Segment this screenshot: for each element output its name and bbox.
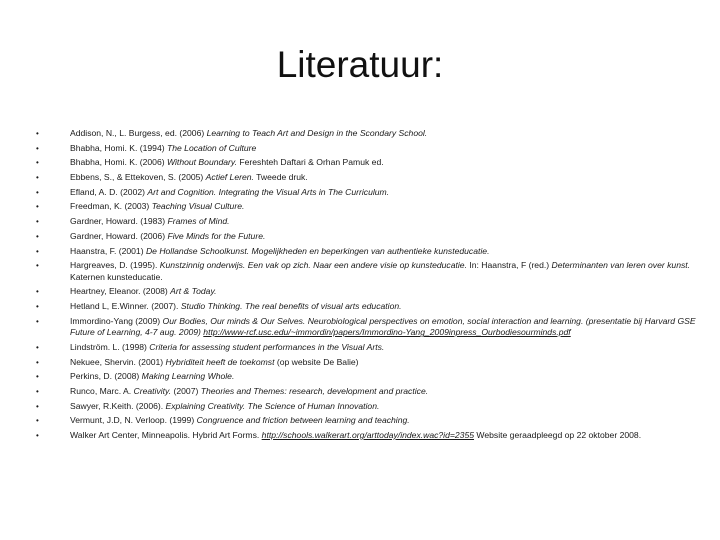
bullet-icon: •	[36, 372, 39, 382]
reference-title: Theories and Themes: research, development and practice.	[200, 386, 429, 396]
reference-title: Kunstzinnig onderwijs. Een vak op zich. Naar een andere visie op kunsteducatie.	[159, 260, 467, 271]
reference-title: Making Learning Whole.	[141, 371, 235, 382]
reference-text: Vermunt, J.D, N. Verloop. (1999)	[70, 415, 197, 426]
reference-title: Hybriditeit heeft de toekomst	[165, 356, 275, 367]
reference-item	[36, 260, 704, 283]
reference-link[interactable]: http://www-rcf.usc.edu/~immordin/papers/Immordino-Yang_2009inpress_Ourbodiesourminds.pdf	[203, 327, 571, 338]
bullet-icon: •	[36, 261, 39, 271]
reference-item	[36, 246, 704, 258]
bullet-icon: •	[36, 158, 39, 168]
reference-text: (op website De Balie)	[274, 356, 359, 367]
reference-title: Five Minds for the Future.	[167, 230, 266, 241]
bullet-icon: •	[36, 401, 39, 411]
bullet-icon: •	[36, 246, 39, 256]
reference-item	[36, 157, 704, 169]
slide-title: Literatuur:	[276, 44, 444, 85]
reference-text: Website geraadpleegd op 22 oktober 2008.	[474, 430, 642, 441]
reference-text: Gardner, Howard. (1983)	[70, 216, 168, 227]
reference-text: Efland, A. D. (2002)	[70, 186, 148, 197]
reference-text: Addison, N., L. Burgess, ed. (2006)	[70, 128, 207, 138]
reference-text: Bhabha, Homi. K. (2006)	[70, 157, 167, 168]
reference-item	[36, 231, 704, 243]
reference-text: Sawyer, R.Keith. (2006).	[70, 400, 166, 411]
reference-text: In: Haanstra, F (red.)	[466, 260, 552, 271]
bullet-icon: •	[36, 287, 39, 297]
bullet-icon: •	[36, 387, 39, 396]
bullet-icon: •	[36, 416, 39, 426]
bullet-icon: •	[36, 431, 39, 441]
bullet-icon: •	[36, 173, 39, 183]
bullet-icon: •	[36, 143, 39, 153]
bullet-icon: •	[36, 217, 39, 227]
reference-text: Walker Art Center, Minneapolis. Hybrid Art Forms.	[70, 430, 262, 441]
reference-title: Frames of Mind.	[167, 216, 230, 227]
reference-list	[36, 128, 704, 445]
reference-title: De Hollandse Schoolkunst. Mogelijkheden en beperkingen van authentieke kunsteducatie.	[145, 245, 490, 256]
reference-title: Our Bodies, Our minds & Our Selves. Neurobiological perspectives on emotion, social interaction and learning.	[162, 315, 584, 326]
reference-title: Studio Thinking. The real benefits of visual arts education.	[180, 301, 402, 312]
bullet-icon: •	[36, 316, 39, 326]
reference-text: Tweede druk.	[253, 172, 308, 183]
reference-title: Art & Today.	[170, 286, 217, 297]
reference-text: (2007)	[171, 386, 201, 396]
reference-item	[36, 357, 704, 369]
reference-title: Learning to Teach Art and Design in the Scondary School.	[206, 128, 428, 138]
reference-item	[36, 128, 704, 140]
bullet-icon: •	[36, 357, 39, 367]
reference-title: Congruence and friction between learning and teaching.	[196, 415, 410, 426]
reference-text: Hetland L, E.Winner. (2007).	[70, 301, 181, 312]
reference-text: Lindström. L. (1998)	[70, 341, 150, 352]
reference-title: Art and Cognition. Integrating the Visual Arts in The Curriculum.	[147, 186, 390, 197]
reference-title: Without Boundary.	[166, 157, 237, 168]
reference-text: Freedman, K. (2003)	[70, 201, 152, 212]
reference-title: The Location of Culture	[166, 142, 257, 153]
reference-item	[36, 286, 704, 298]
reference-item	[36, 371, 704, 383]
reference-text: Gardner, Howard. (2006)	[70, 230, 168, 241]
reference-item	[36, 201, 704, 213]
reference-title: Creativity.	[133, 386, 172, 396]
reference-text: Katernen kunsteducatie.	[70, 271, 163, 282]
reference-title: Determinanten van leren over kunst.	[551, 260, 691, 271]
reference-item	[36, 401, 704, 413]
reference-item	[36, 216, 704, 228]
reference-text: Haanstra, F. (2001)	[70, 245, 146, 256]
reference-text: Bhabha, Homi. K. (1994)	[70, 142, 167, 153]
reference-title: (presentatie bij Harvard GSE Future of Learning, 4-7 aug. 2009)	[70, 315, 696, 338]
reference-item	[36, 415, 704, 427]
bullet-icon: •	[36, 202, 39, 212]
reference-item	[36, 143, 704, 155]
bullet-icon: •	[36, 342, 39, 352]
reference-item	[36, 172, 704, 184]
reference-text: Perkins, D. (2008)	[70, 371, 142, 382]
reference-item	[36, 430, 704, 442]
bullet-icon: •	[36, 231, 39, 241]
reference-item	[36, 301, 704, 313]
reference-text: Heartney, Eleanor. (2008)	[70, 286, 171, 297]
reference-link[interactable]: http://schools.walkerart.org/arttoday/index.wac?id=2355	[261, 430, 475, 441]
reference-item	[36, 342, 704, 354]
reference-item	[36, 386, 704, 398]
reference-text: Fereshteh Daftari & Orhan Pamuk ed.	[236, 157, 384, 168]
reference-text: Ebbens, S., & Ettekoven, S. (2005)	[70, 172, 206, 183]
reference-title: Teaching Visual Culture.	[151, 201, 245, 212]
reference-text: Immordino-Yang (2009)	[70, 315, 163, 326]
bullet-icon: •	[36, 302, 39, 312]
bullet-icon: •	[36, 129, 39, 138]
reference-item	[36, 316, 704, 339]
reference-title: Criteria for assessing student performances in the Visual Arts.	[149, 341, 385, 352]
reference-text: Nekuee, Shervin. (2001)	[70, 356, 166, 367]
reference-title: Actief Leren.	[205, 172, 254, 183]
bullet-icon: •	[36, 187, 39, 197]
reference-title: Explaining Creativity. The Science of Human Innovation.	[165, 400, 380, 411]
reference-item	[36, 187, 704, 199]
reference-text: Runco, Marc. A.	[70, 386, 134, 396]
reference-text: Hargreaves, D. (1995).	[70, 260, 160, 271]
